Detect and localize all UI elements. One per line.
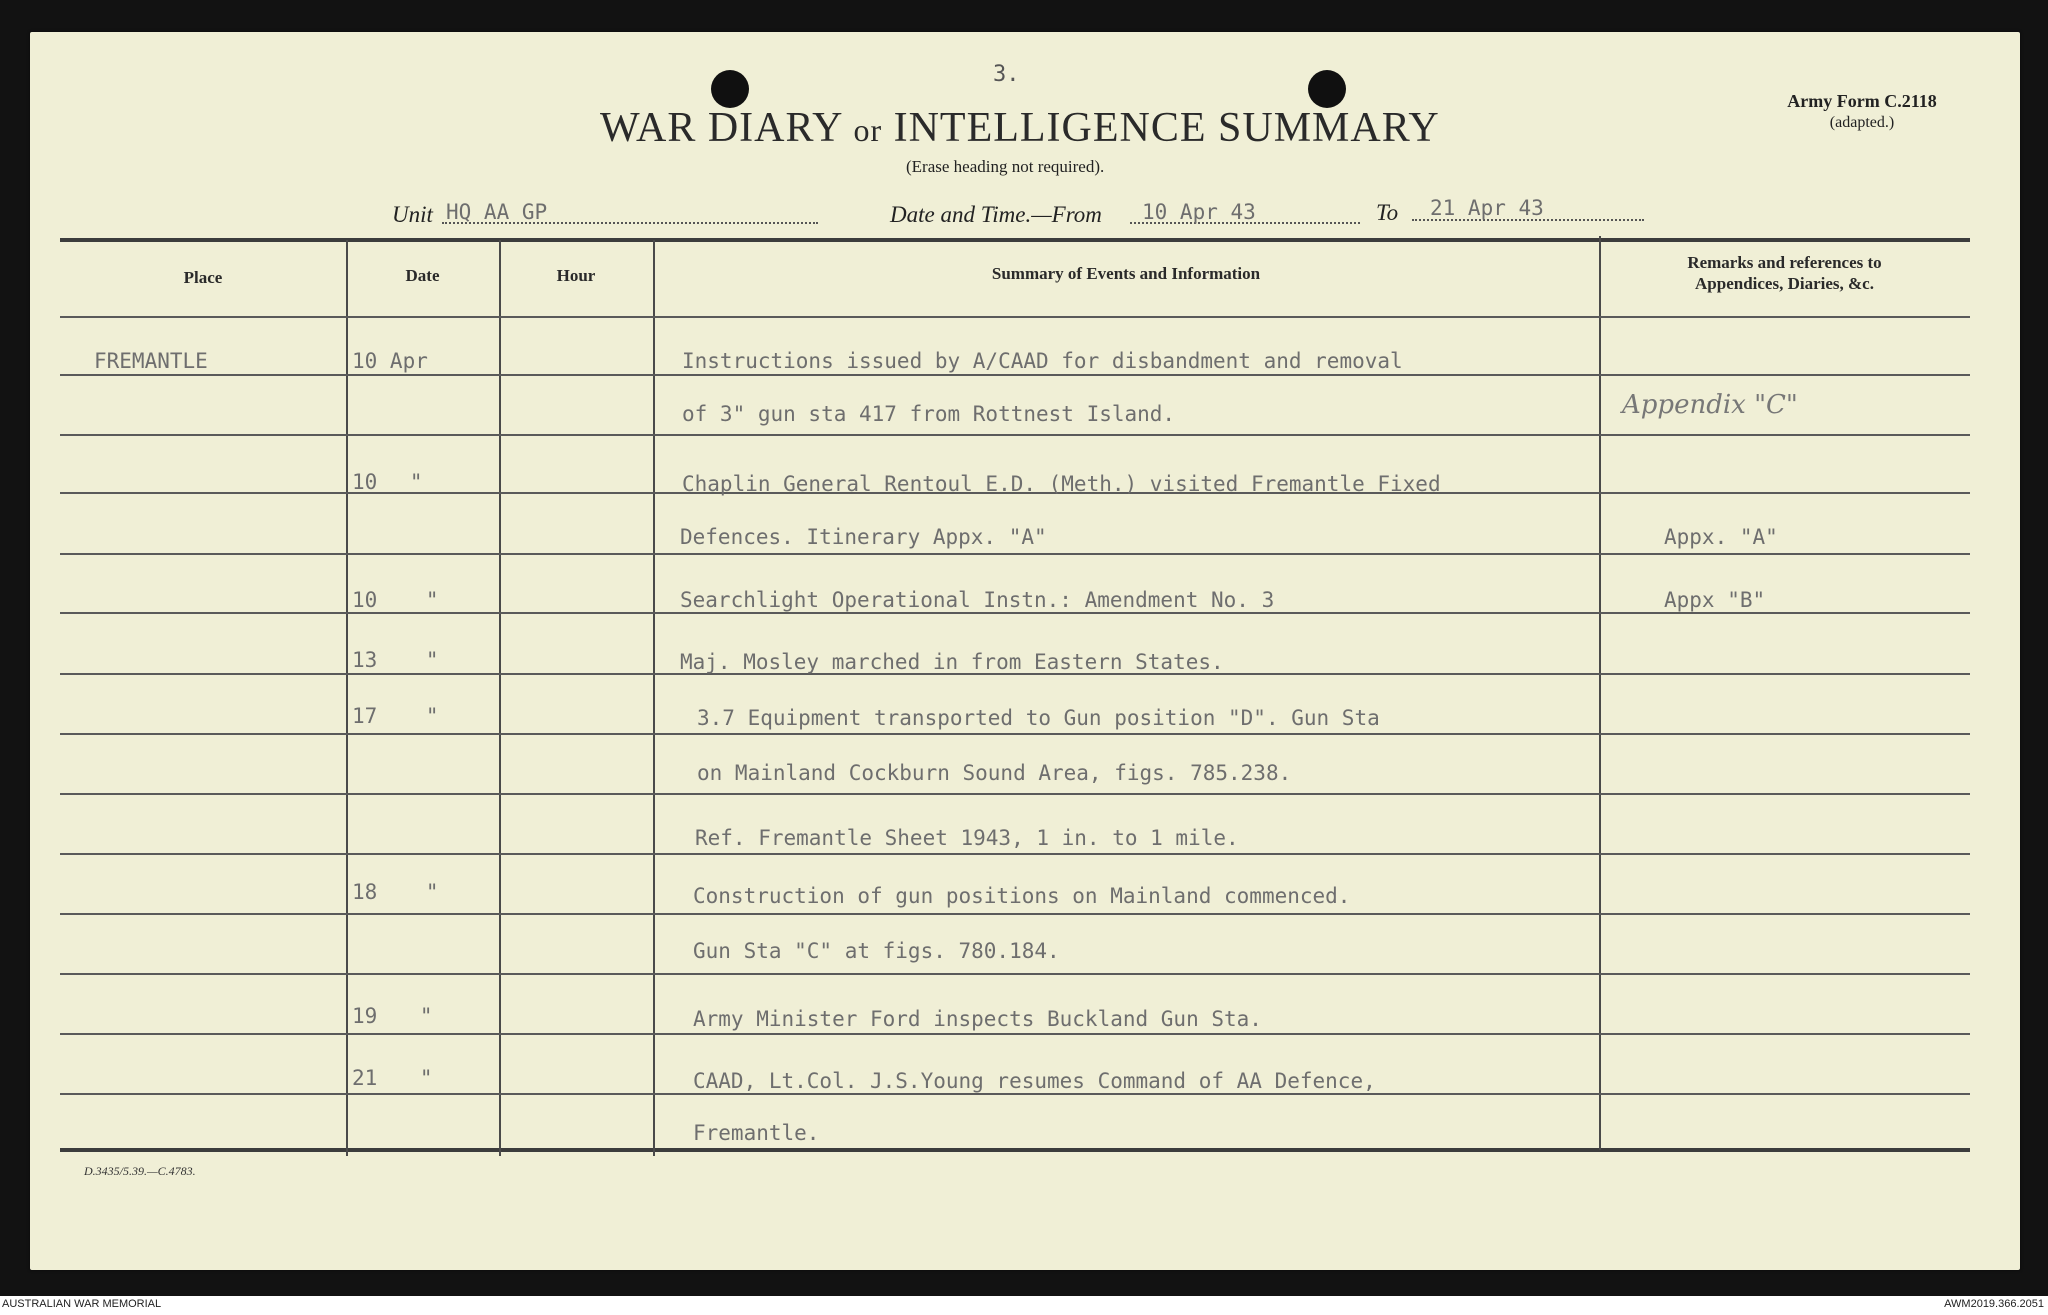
ruling-line	[60, 1093, 1970, 1095]
summary-line: Army Minister Ford inspects Buckland Gun Sta.	[693, 1007, 1262, 1031]
summary-line: Maj. Mosley marched in from Eastern States.	[680, 650, 1224, 674]
unit-value: HQ AA GP	[446, 200, 548, 224]
summary-line: Ref. Fremantle Sheet 1943, 1 in. to 1 mile.	[695, 826, 1239, 850]
summary-line: Fremantle.	[693, 1121, 820, 1145]
ruling-line	[60, 434, 1970, 436]
summary-line: on Mainland Cockburn Sound Area, figs. 785.238.	[697, 761, 1292, 785]
remark-handwritten: Appendix "C"	[1622, 390, 1798, 420]
column-divider-place	[346, 240, 348, 1156]
ruling-line	[60, 913, 1970, 915]
summary-line: 3.7 Equipment transported to Gun position "D". Gun Sta	[697, 706, 1380, 730]
ruling-line	[60, 612, 1970, 614]
date-cell: 17 "	[352, 704, 439, 728]
ruling-line	[60, 553, 1970, 555]
ruling-line	[60, 374, 1970, 376]
date-from-value: 10 Apr 43	[1142, 200, 1256, 224]
column-divider-hour	[653, 240, 655, 1156]
title-intelligence-summary: INTELLIGENCE SUMMARY	[893, 105, 1440, 151]
ruling-line	[60, 853, 1970, 855]
date-to-label: To	[1376, 200, 1399, 225]
title-or: or	[853, 112, 883, 148]
header-place: Place	[183, 268, 223, 287]
summary-line: Gun Sta "C" at figs. 780.184.	[693, 939, 1060, 963]
page-subtitle: (Erase heading not required).	[906, 157, 1105, 176]
date-from-label: Date and Time.—From	[890, 202, 1102, 227]
army-form-number: Army Form C.2118	[1787, 91, 1937, 111]
column-divider-date	[499, 240, 501, 1156]
archive-credit-left: AUSTRALIAN WAR MEMORIAL	[2, 1298, 162, 1310]
header-date: Date	[405, 266, 440, 285]
header-summary: Summary of Events and Information	[991, 264, 1261, 283]
date-cell: 13 "	[352, 648, 439, 672]
date-cell: 10 Apr	[352, 349, 428, 373]
ruling-line	[60, 733, 1970, 735]
summary-line: CAAD, Lt.Col. J.S.Young resumes Command of AA Defence,	[693, 1069, 1376, 1093]
place-cell: FREMANTLE	[94, 349, 208, 373]
archive-credit-right: AWM2019.366.2051	[1944, 1298, 2044, 1310]
date-cell: 10 "	[352, 588, 439, 612]
punch-hole-left	[711, 70, 749, 108]
summary-line: Defences. Itinerary Appx. "A"	[680, 525, 1047, 549]
summary-line: Chaplin General Rentoul E.D. (Meth.) visited Fremantle Fixed	[682, 472, 1441, 496]
ruling-line	[60, 1033, 1970, 1035]
army-form-adapted: (adapted.)	[1829, 114, 1895, 131]
date-to-value: 21 Apr 43	[1430, 196, 1544, 220]
summary-line: Construction of gun positions on Mainland commenced.	[693, 884, 1351, 908]
page-number: 3.	[993, 62, 1020, 87]
header-hour: Hour	[556, 266, 596, 285]
archive-credit-strip	[0, 1296, 2048, 1315]
title-war-diary: WAR DIARY	[600, 105, 842, 151]
header-remarks	[1599, 252, 1970, 294]
remark-cell: Appx. "A"	[1664, 525, 1778, 549]
unit-label: Unit	[392, 202, 433, 227]
ruling-line	[60, 316, 1970, 318]
summary-line: of 3" gun sta 417 from Rottnest Island.	[682, 402, 1176, 426]
header-remarks-line2: Appendices, Diaries, &c.	[1695, 274, 1874, 293]
date-cell: 21 "	[352, 1066, 433, 1090]
date-cell: 18 "	[352, 880, 439, 904]
ruling-line	[60, 793, 1970, 795]
page-title	[600, 104, 1440, 152]
army-form-label	[1762, 90, 1962, 134]
remark-cell: Appx "B"	[1664, 588, 1766, 612]
ruling-line	[60, 973, 1970, 975]
summary-line: Instructions issued by A/CAAD for disbandment and removal	[682, 349, 1403, 373]
date-cell: 10 "	[352, 470, 423, 494]
summary-line: Searchlight Operational Instn.: Amendment No. 3	[680, 588, 1275, 612]
date-cell: 19 "	[352, 1004, 433, 1028]
form-code: D.3435/5.39.—C.4783.	[84, 1164, 196, 1178]
header-remarks-line1: Remarks and references to	[1687, 253, 1882, 272]
punch-hole-right	[1308, 70, 1346, 108]
